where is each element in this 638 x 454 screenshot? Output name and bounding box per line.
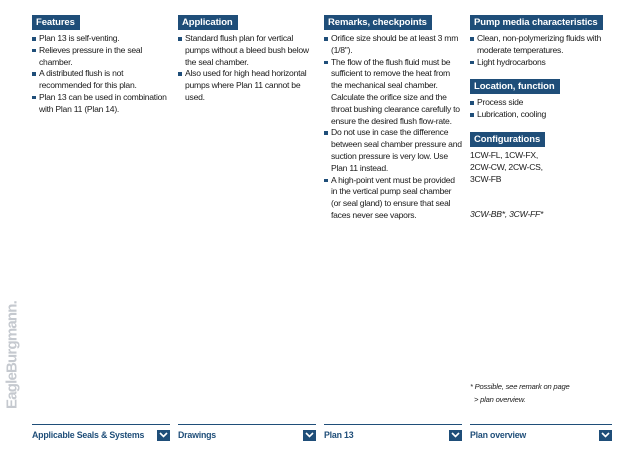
list-item: Process side — [470, 97, 612, 109]
list-item: Relieves pressure in the seal chamber. — [32, 45, 170, 69]
configuration-italic: 3CW-BB*, 3CW-FF* — [470, 209, 544, 220]
configuration-line: 1CW-FL, 1CW-FX, — [470, 149, 539, 160]
footer-tab-label: Plan 13 — [324, 430, 354, 440]
features-section — [32, 12, 170, 116]
remarks-heading: Remarks, checkpoints — [324, 15, 432, 30]
footer-tab-applicable-seals[interactable] — [32, 428, 170, 442]
configuration-line: 2CW-CW, 2CW-CS, — [470, 161, 543, 172]
footer-tab-label: Plan overview — [470, 430, 527, 440]
application-heading: Application — [178, 15, 238, 30]
location-section — [470, 76, 612, 121]
footer-tab-label: Drawings — [178, 430, 216, 440]
features-heading: Features — [32, 15, 80, 30]
remarks-section — [324, 12, 462, 222]
footnote-line: * Possible, see remark on page — [470, 382, 570, 391]
footer-divider — [470, 424, 612, 425]
list-item: Light hydrocarbons — [470, 57, 612, 69]
list-item: Clean, non-polymerizing fluids with moderate temperatures. — [470, 33, 612, 57]
footnote — [470, 380, 570, 406]
list-item: Lubrication, cooling — [470, 109, 612, 121]
chevron-down-icon[interactable] — [449, 430, 462, 441]
footer-divider — [178, 424, 316, 425]
list-item: Also used for high head horizontal pumps where Plan 11 cannot be used. — [178, 68, 316, 103]
footer-tab-label: Applicable Seals & Systems — [32, 430, 145, 440]
footer-tab-drawings[interactable] — [178, 428, 316, 442]
list-item: The flow of the flush fluid must be sufficient to remove the heat from the mechanical seal chamber. Calculate the orifice size and the throat bushing clearance carefully to ensure the desired flush flow-rate. — [324, 57, 462, 128]
chevron-down-icon[interactable] — [157, 430, 170, 441]
configurations-list — [470, 150, 612, 221]
footer-tab-plan-13[interactable] — [324, 428, 462, 442]
list-item: Do not use in case the difference between seal chamber pressure and suction pressure is very low. Use Plan 11 instead. — [324, 127, 462, 174]
media-heading: Pump media characteristics — [470, 15, 603, 30]
chevron-down-icon[interactable] — [303, 430, 316, 441]
chevron-down-icon[interactable] — [599, 430, 612, 441]
list-item: Orifice size should be at least 3 mm (1/8"). — [324, 33, 462, 57]
footer-divider — [324, 424, 462, 425]
configuration-line: 3CW-FB — [470, 173, 502, 184]
list-item: Plan 13 is self-venting. — [32, 33, 170, 45]
application-section — [178, 12, 316, 104]
location-heading: Location, function — [470, 79, 560, 94]
media-section — [470, 12, 612, 68]
brand-logo: EagleBurgmann. — [3, 301, 21, 409]
list-item: Standard flush plan for vertical pumps without a bleed bush below the seal chamber. — [178, 33, 316, 68]
list-item: Plan 13 can be used in combination with Plan 11 (Plan 14). — [32, 92, 170, 116]
footer-divider — [32, 424, 170, 425]
right-column — [470, 12, 612, 229]
footer-tab-plan-overview[interactable] — [470, 428, 612, 442]
list-item: A high-point vent must be provided in the vertical pump seal chamber (or seal gland) to ensure that seal faces never see vapors. — [324, 175, 462, 222]
configurations-section — [470, 129, 612, 221]
footnote-link[interactable]: > plan overview. — [474, 395, 526, 404]
list-item: A distributed flush is not recommended for this plan. — [32, 68, 170, 92]
configurations-heading: Configurations — [470, 132, 545, 147]
